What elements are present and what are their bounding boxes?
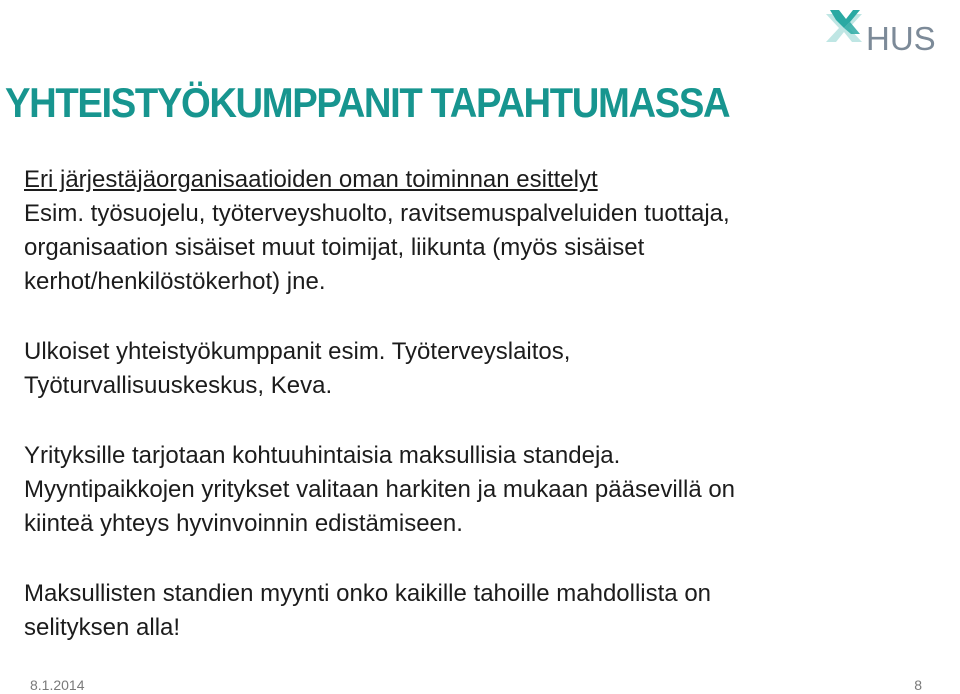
text-line: Yrityksille tarjotaan kohtuuhintaisia maksullisia standeja. xyxy=(24,442,621,469)
page-number: 8 xyxy=(914,677,922,693)
paragraph-examples xyxy=(24,197,944,299)
text-line: Työturvallisuuskeskus, Keva. xyxy=(24,372,333,399)
hus-logo xyxy=(822,8,942,57)
text-line: kiinteä yhteys hyvinvoinnin edistämiseen. xyxy=(24,510,463,537)
footer-date: 8.1.2014 xyxy=(30,677,85,693)
paragraph-external-partners xyxy=(24,335,944,403)
hus-cross-logo-icon xyxy=(822,8,866,48)
logo-text: HUS xyxy=(866,20,936,57)
paragraph-intro xyxy=(24,163,944,197)
text-line: Eri järjestäjäorganisaatioiden oman toiminnan esittelyt xyxy=(24,166,598,193)
text-line: selityksen alla! xyxy=(24,614,181,641)
paragraph-stand-sales xyxy=(24,577,944,645)
paragraph-companies xyxy=(24,439,944,541)
text-line: Myyntipaikkojen yritykset valitaan harkiten ja mukaan pääsevillä on xyxy=(24,476,736,503)
slide-title: YHTEISTYÖKUMPPANIT TAPAHTUMASSA xyxy=(5,79,730,126)
text-line: Ulkoiset yhteistyökumppanit esim. Työterveyslaitos, xyxy=(24,338,571,365)
text-line: Maksullisten standien myynti onko kaikille tahoille mahdollista on xyxy=(24,580,712,607)
text-line: Esim. työsuojelu, työterveyshuolto, ravitsemuspalveluiden tuottaja, xyxy=(24,200,730,227)
text-line: kerhot/henkilöstökerhot) jne. xyxy=(24,268,326,295)
slide-body xyxy=(24,163,944,645)
text-line: organisaation sisäiset muut toimijat, liikunta (myös sisäiset xyxy=(24,234,645,261)
